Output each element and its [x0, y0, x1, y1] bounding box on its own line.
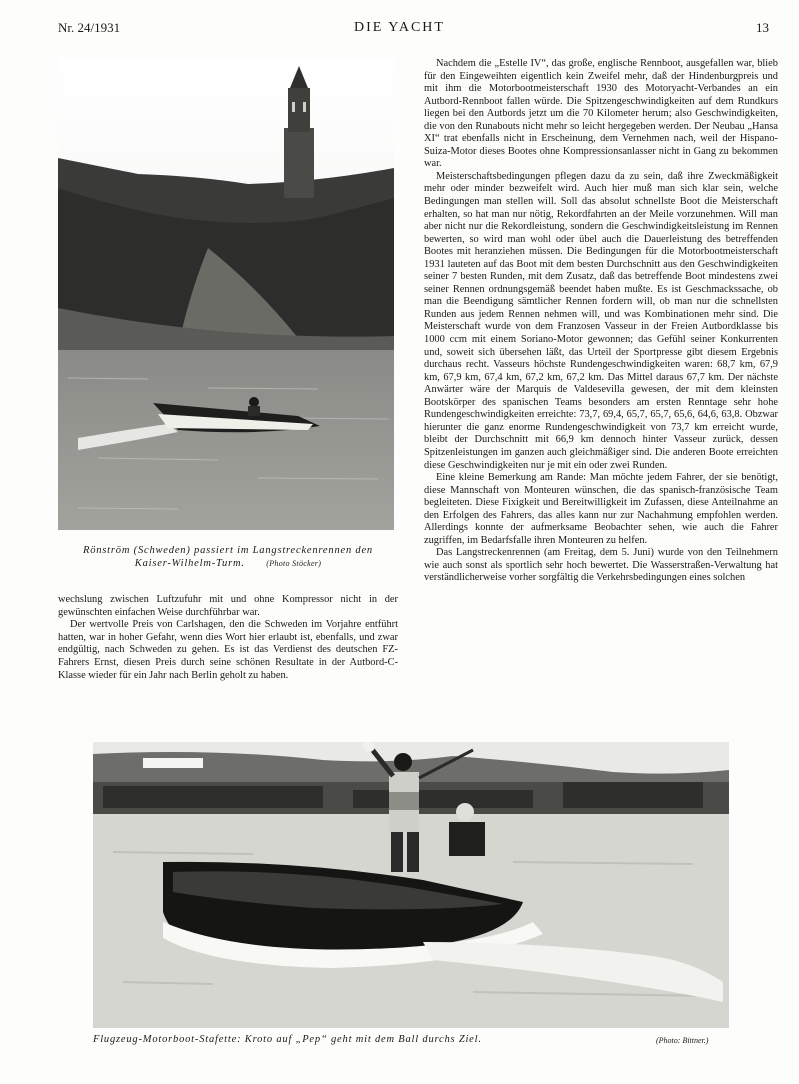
left-paragraph: Der wertvolle Preis von Carlshagen, den die Schweden im Vorjahre entführt hatten, war in hoher Gefahr, wenn dies Wort hier erlaubt ist, ebenfalls, und zwar endgültig, nach Schweden zu gehen. Es ist das Verdienst des deutschen FZ-Fahrers Ernst, diesen Preis durch seine schönen Resultate in der Autbord-C-Klasse wieder für ein Jahr nach Berlin geholt zu haben.: [58, 619, 398, 681]
caption-bottom-photo: Flugzeug-Motorboot-Stafette: Kroto auf „Pep“ geht mit dem Ball durchs Ziel.: [93, 1034, 482, 1045]
caption-bottom-credit: (Photo: Bittner.): [656, 1036, 709, 1045]
header-title: DIE YACHT: [354, 20, 445, 35]
caption-top-photo: [58, 544, 398, 570]
caption-top-line2: Kaiser-Wilhelm-Turm.: [134, 558, 245, 569]
right-column-text: [424, 58, 778, 585]
right-paragraph: Das Langstreckenrennen (am Freitag, dem 5. Juni) wurde von den Teilnehmern wie auch sonst als sportlich sehr hoch bewertet. Die Wasserstraßen-Verwaltung hat verständlicherweise vorher sorgfältig die Verkehrsbedingungen eines solchen: [424, 547, 778, 584]
photo-motorboat-crew-ball: [93, 742, 729, 1028]
header-issue: Nr. 24/1931: [58, 20, 121, 35]
left-paragraph: wechslung zwischen Luftzufuhr mit und ohne Kompressor nicht in der gewünschten einfachen Weise durchführbar war.: [58, 594, 398, 618]
photo-tower-lake-speedboat: [58, 58, 394, 530]
caption-top-line1: Rönström (Schweden) passiert im Langstreckenrennen den: [82, 545, 373, 556]
right-paragraph: Nachdem die „Estelle IV“, das große, englische Rennboot, ausgefallen war, blieb für den Eingeweihten eigentlich kein Zweifel mehr, daß der Hindenburgpreis und mit ihm die Motorbootmeisterschaft 1930 des Motoryacht-Verbandes an ein Autbord-Rennboot fallen würde. Die Spitzengeschwindigkeiten auf dem Rundkurs liegen bei den Autbords jetzt um die 70 Kilometer herum; also Geschwindigkeiten, die von den Runabouts nicht mehr so leicht hergegeben werden. Der Neubau „Hansa XI“ trat ebenfalls nicht in Erscheinung, dem Vernehmen nach, weil der Hispano-Suiza-Motor dieses Bootes ohne Kompressionsanlasser nicht in Gang zu bekommen war.: [424, 58, 778, 170]
caption-top-credit: (Photo Stöcker): [266, 559, 322, 568]
right-paragraph: Meisterschaftsbedingungen pflegen dazu da zu sein, daß ihre Zweckmäßigkeit mehr oder minder bezweifelt wird. Auch hier muß man sich klar sein, welche Bedingungen man stellen will. Soll das absolut schnellste Boot die Meisterschaft erhalten, so hat man nur nötig, Rekordfahrten an der Meile vorzunehmen. Will man aber nicht nur die Rekordleistung, sondern die Geschwindigkeitsleistung im Rennen bewerten, so wird man wohl oder übel auch die Dauerleistung des betreffenden Bootes mit heranziehen müssen. Die Bedingungen für die Motorbootmeisterschaft 1931 lauteten auf das Boot mit dem besten Durchschnitt aus den Geschwindigkeiten seiner 7 besten Runden, mit dem Zusatz, daß das betreffende Boot mindestens zwei seiner Rennen ordnungsgemäß beendet haben mußte. Es ist Geschmackssache, ob man die Beendigung sämtlicher Rennen fordern will, ob man nur die schnellsten Runden aus jedem Rennen nehmen will, und was Kombinationen mehr sind. Die Meisterschaft wurde von dem Franzosen Vasseur in der Freien Autbordklasse bis 1000 ccm mit einem Soriano-Motor gewonnen; das Gefühl seiner Konkurrenten und, soweit sich übersehen läßt, das Urteil der Sportpresse gibt diesem Ergebnis durchaus recht. Vasseurs höchste Rundengeschwindigkeiten waren: 68,7 km, 67,9 km, 67,9 km, 67,4 km, 67,2 km, 67,2 km. Das Mittel daraus 67,7 km. Der nächste Anwärter wäre der Marquis de Valdesevilla gewesen, der mit dem kleinsten Bootskörper des spanischen Teams besonders am ersten Renntage sehr hohe Rundengeschwindigkeiten erreichte: 73,7, 69,4, 65,7, 65,7, 65,6, 64,6, 63,8. Obzwar hierunter die ganz enorme Rundengeschwindigkeit von 73,7 km erreicht wurde, bleibt der Durchschnitt mit 66,9 km dennoch hinter Vasseur zurück, dessen Spitzenleistungen im ganzen auch gleichmäßiger sind. Die anderen Boote erreichten diese Geschwindigkeiten nur je mit ein oder zwei Runden.: [424, 170, 778, 471]
left-column-text: [58, 594, 398, 682]
right-paragraph: Eine kleine Bemerkung am Rande: Man möchte jedem Fahrer, der sie benötigt, diese Mannschaft von Monteuren wünschen, die das spanisch-französische Team begleiteten. Diese Fixigkeit und Bereitwilligkeit im Zufassen, diese Anteilnahme an den Erfolgen des Fahrers, das alles kann nur zur Nachahmung empfohlen werden. Allerdings konnte der aufmerksame Beobachter sehen, wie auch die Fahrer zugriffen, im Bedarfsfalle ihren Monteuren zu helfen.: [424, 472, 778, 546]
header-page-number: 13: [756, 20, 769, 35]
